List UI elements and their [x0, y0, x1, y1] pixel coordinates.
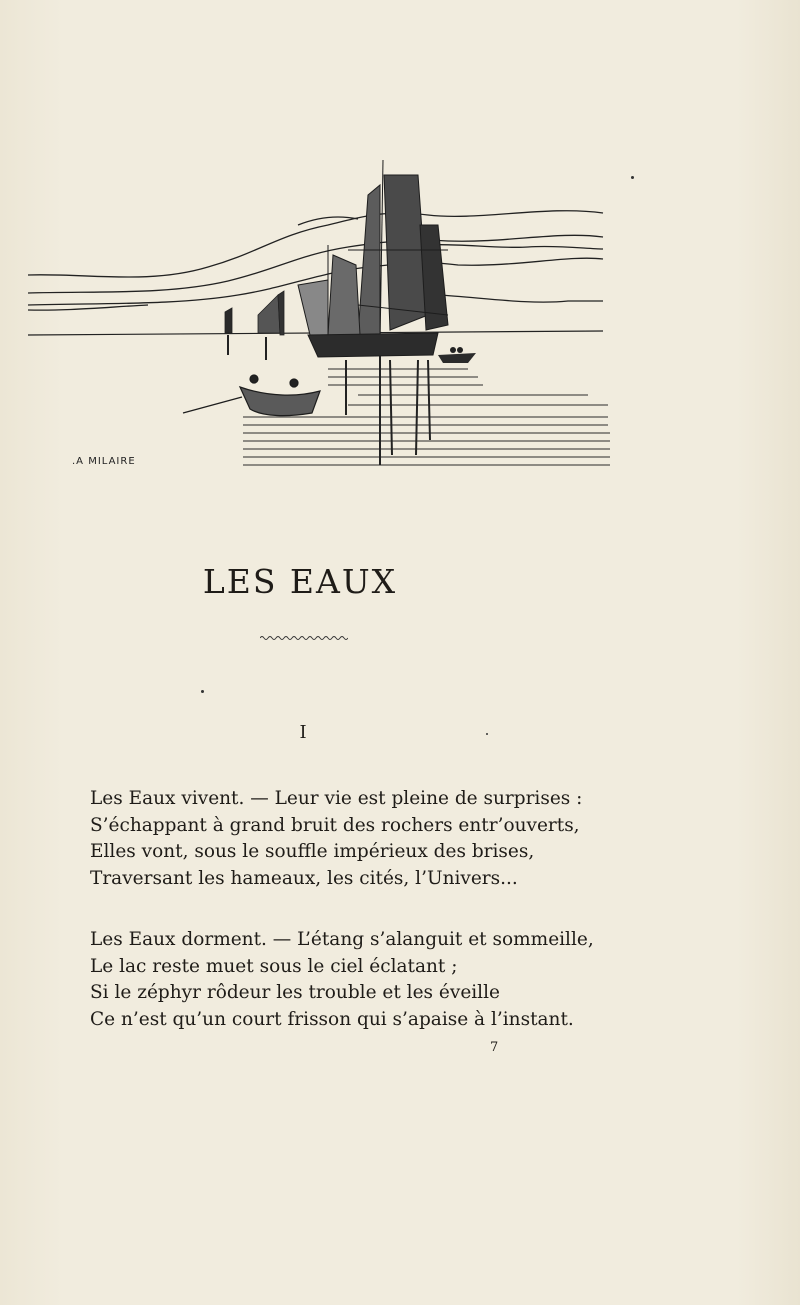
illustrator-signature: .A MILAIRE — [72, 456, 136, 467]
chapter-title: LES EAUX — [202, 562, 398, 601]
stanza — [90, 786, 583, 892]
verse-line: S’échappant à grand bruit des rochers entr’ouverts, — [90, 814, 580, 836]
ink-speck — [486, 733, 488, 735]
verse-line: Elles vont, sous le souffle impérieux des brises, — [90, 841, 535, 862]
stanza — [90, 927, 594, 1033]
verse-line: Les Eaux dorment. — L’étang s’alanguit et sommeille, — [90, 929, 594, 950]
verse-line: Si le zéphyr rôdeur les trouble et les éveille — [90, 982, 500, 1003]
verse-line: Traversant les hameaux, les cités, l’Univers... — [90, 867, 518, 889]
verse-line: Le lac reste muet sous le ciel éclatant ; — [90, 955, 458, 977]
sailboats-engraving — [28, 155, 618, 475]
verse-line: Les Eaux vivent. — Leur vie est pleine de surprises : — [90, 788, 583, 809]
page-number: 7 — [490, 1040, 499, 1055]
verse-line: Ce n’est qu’un court frisson qui s’apaise à l’instant. — [90, 1008, 574, 1030]
ink-speck — [631, 176, 634, 179]
ink-speck — [201, 690, 204, 693]
title-ornament — [260, 634, 348, 642]
section-number: I — [299, 722, 307, 743]
